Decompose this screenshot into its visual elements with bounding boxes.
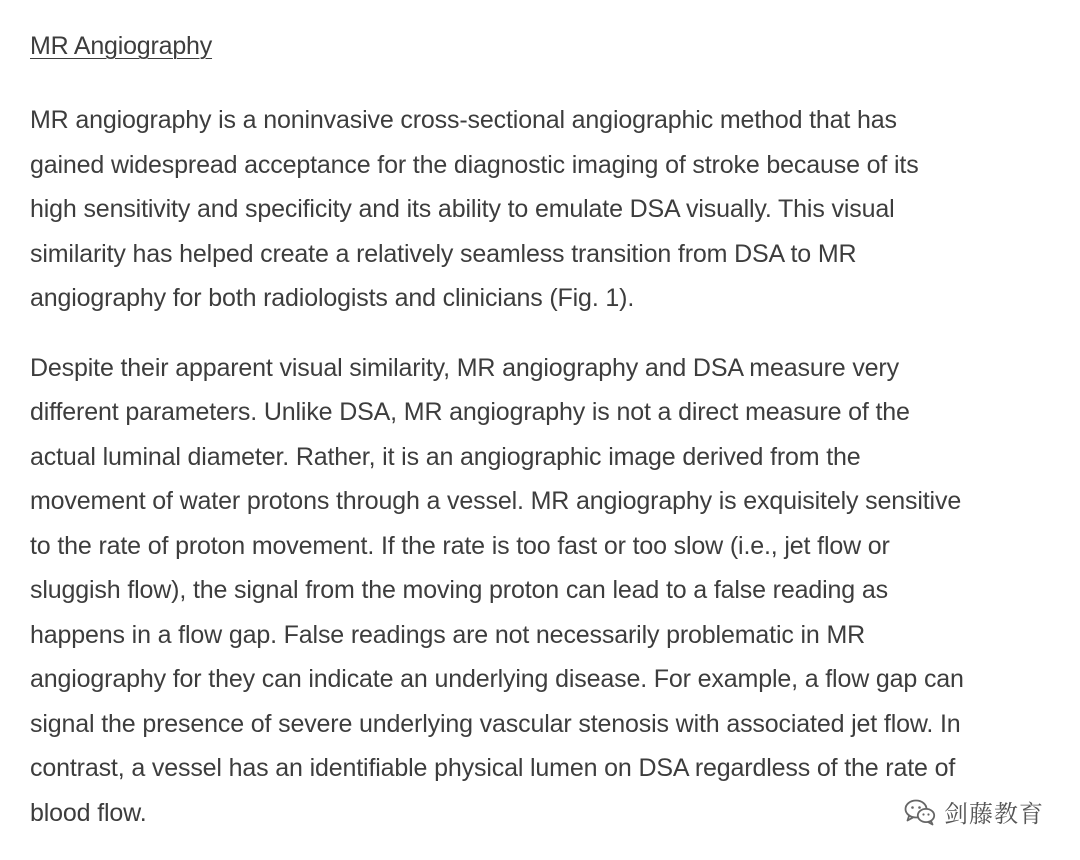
paragraph-line: to the rate of proton movement. If the rate is too fast or too slow (i.e., jet flow or	[30, 531, 890, 560]
paragraph-line: Despite their apparent visual similarity, MR angiography and DSA measure very	[30, 353, 899, 382]
paragraph-line: actual luminal diameter. Rather, it is an angiographic image derived from the	[30, 442, 861, 471]
paragraph-line: angiography for both radiologists and clinicians (Fig. 1).	[30, 284, 635, 312]
paragraph-line: sluggish flow), the signal from the moving proton can lead to a false reading as	[30, 576, 888, 604]
watermark-text: 剑藤教育	[944, 800, 1044, 828]
paragraph-line: movement of water protons through a vessel. MR angiography is exquisitely sensitive	[30, 487, 962, 515]
article	[30, 28, 1060, 860]
paragraph-line: blood flow.	[30, 798, 147, 827]
paragraph-2	[30, 346, 1060, 836]
paragraph-line: gained widespread acceptance for the diagnostic imaging of stroke because of its	[30, 150, 919, 179]
paragraph-line: signal the presence of severe underlying vascular stenosis with associated jet flow. In	[30, 709, 961, 738]
article-heading: MR Angiography	[30, 32, 213, 60]
paragraph-line: high sensitivity and specificity and its ability to emulate DSA visually. This visual	[30, 195, 895, 223]
paragraph-line: MR angiography is a noninvasive cross-sectional angiographic method that has	[30, 106, 897, 134]
paragraph-1	[30, 98, 1060, 321]
watermark	[904, 794, 1044, 829]
paragraph-line: contrast, a vessel has an identifiable physical lumen on DSA regardless of the rate of	[30, 754, 956, 782]
paragraph-line: similarity has helped create a relatively seamless transition from DSA to MR	[30, 239, 857, 268]
wechat-icon	[904, 798, 936, 826]
paragraph-line: angiography for they can indicate an underlying disease. For example, a flow gap can	[30, 665, 964, 693]
paragraph-line: happens in a flow gap. False readings are not necessarily problematic in MR	[30, 620, 866, 649]
paragraph-line: different parameters. Unlike DSA, MR angiography is not a direct measure of the	[30, 398, 910, 426]
